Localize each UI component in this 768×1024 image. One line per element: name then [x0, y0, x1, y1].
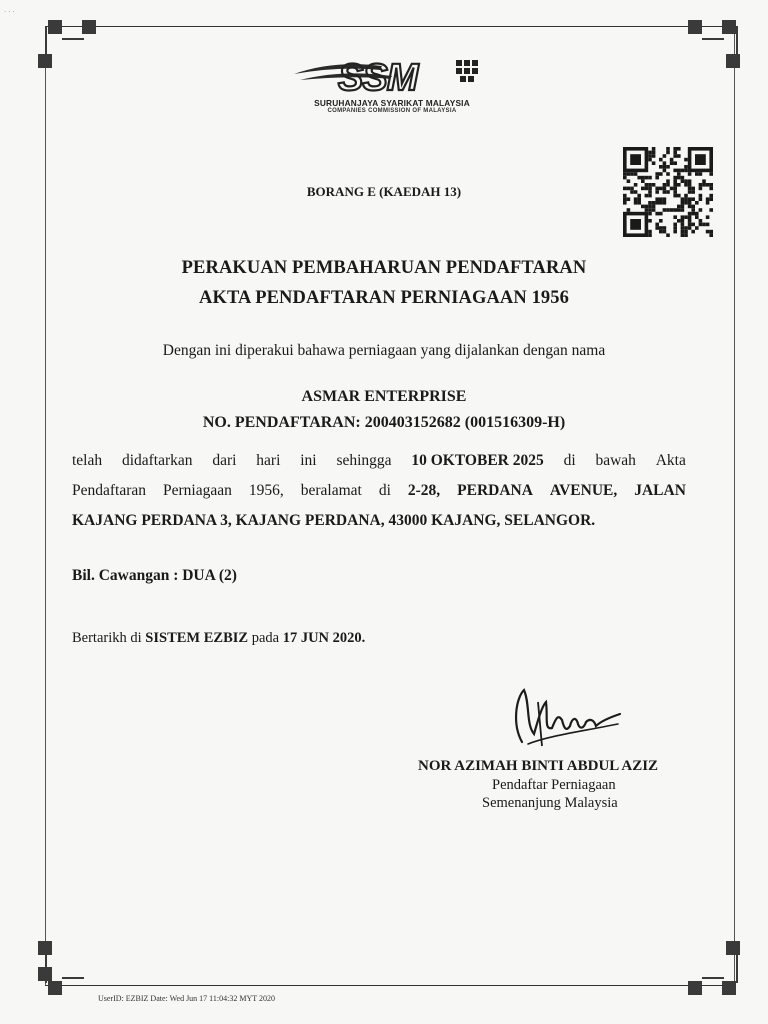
- corner-ornament-top-right: [688, 20, 746, 78]
- business-name: ASMAR ENTERPRISE: [301, 388, 467, 405]
- registrar-signature: [508, 684, 634, 754]
- signatory-title: Pendaftar Perniagaan: [492, 777, 616, 793]
- certificate-title-line1: PERAKUAN PEMBAHARUAN PENDAFTARAN: [181, 258, 587, 278]
- issue-date: 17 JUN 2020.: [282, 630, 366, 646]
- intro-statement: Dengan ini diperakui bahawa perniagaan yang dijalankan dengan nama: [162, 342, 606, 359]
- certificate-title-line2: AKTA PENDAFTARAN PERNIAGAAN 1956: [199, 288, 569, 308]
- corner-ornament-bottom-right: [688, 941, 746, 999]
- body-line-1: telah didaftarkan dari hari ini sehingga 10 OKTOBER 2025 di bawah Akta: [72, 452, 686, 469]
- body-line-3-address: KAJANG PERDANA 3, KAJANG PERDANA, 43000 KAJANG, SELANGOR.: [72, 512, 596, 529]
- body-line-2: Pendaftaran Perniagaan 1956, beralamat di 2-28, PERDANA AVENUE, JALAN: [72, 482, 686, 499]
- address-part: 2-28,: [407, 482, 441, 499]
- expiry-date: 10 OKTOBER 2025: [411, 452, 544, 469]
- org-name-english: COMPANIES COMMISSION OF MALAYSIA: [327, 108, 457, 114]
- signatory-region: Semenanjung Malaysia: [482, 795, 618, 811]
- corner-ornament-top-left: [38, 20, 96, 78]
- ssm-logo-letters: SSM: [338, 57, 418, 99]
- scan-specks: · · ·: [4, 8, 15, 16]
- footer-user-timestamp: UserID: EZBIZ Date: Wed Jun 17 11:04:32 MYT 2020: [98, 994, 275, 1003]
- registration-number: NO. PENDAFTARAN: 200403152682 (001516309-H): [202, 414, 566, 431]
- corner-ornament-bottom-left: [38, 941, 96, 999]
- form-code: BORANG E (KAEDAH 13): [306, 184, 462, 199]
- issue-statement: Bertarikh di SISTEM EZBIZ pada 17 JUN 2020.: [72, 630, 366, 646]
- signatory-name: NOR AZIMAH BINTI ABDUL AZIZ: [418, 758, 659, 774]
- issue-system: SISTEM EZBIZ: [145, 630, 249, 646]
- org-name-malay: SURUHANJAYA SYARIKAT MALAYSIA: [314, 98, 470, 108]
- branch-count: Bil. Cawangan : DUA (2): [72, 567, 237, 584]
